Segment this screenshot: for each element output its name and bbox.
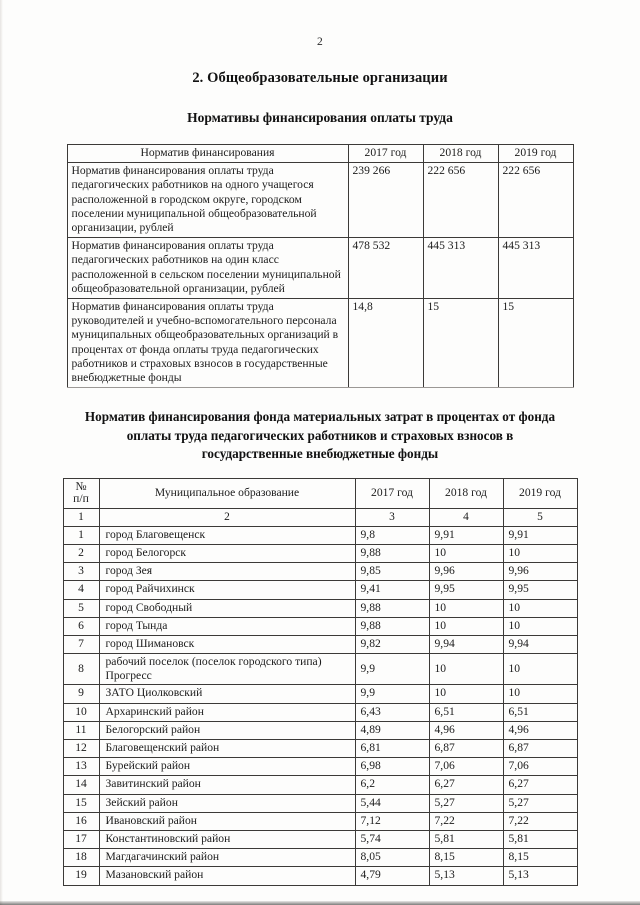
page-subtitle: Нормативы финансирования оплаты труда <box>187 110 453 125</box>
municipality-name-cell: Ивановский район <box>99 812 355 830</box>
norm-label-cell: Норматив финансирования оплаты труда руководителей и учебно-вспомогательного персонала муниципальных общеобразовательных организаций в процентах от фонда оплаты труда педагогических работников и страховых взносов в государственные внебюджетные фонды <box>67 299 348 388</box>
table-row <box>63 526 577 544</box>
municipalities-header-no-line2: п/п <box>73 492 89 506</box>
value-2018-cell: 9,95 <box>429 581 503 599</box>
municipality-name-cell: Зейский район <box>99 794 355 812</box>
table-row <box>63 794 577 812</box>
row-number-cell: 5 <box>63 599 99 617</box>
value-2018-cell: 7,06 <box>429 758 503 776</box>
value-2019-cell: 4,96 <box>503 721 577 739</box>
table-row <box>63 849 577 867</box>
norm-2018-cell: 222 656 <box>423 163 498 238</box>
row-number-cell: 19 <box>63 867 99 885</box>
row-number-cell: 12 <box>63 739 99 757</box>
table-row <box>63 617 577 635</box>
row-number-cell: 9 <box>63 685 99 703</box>
table-row <box>67 163 573 238</box>
table-row <box>63 776 577 794</box>
value-2018-cell: 6,27 <box>429 776 503 794</box>
table-row <box>63 581 577 599</box>
municipality-name-cell: город Райчихинск <box>99 581 355 599</box>
municipalities-header-name: Муниципальное образование <box>99 478 355 508</box>
table-row <box>63 739 577 757</box>
value-2017-cell: 6,98 <box>355 758 429 776</box>
table-row <box>63 831 577 849</box>
norm-2019-cell: 15 <box>498 299 573 388</box>
municipalities-header-2019: 2019 год <box>503 478 577 508</box>
norms-table-head <box>67 145 573 163</box>
value-2017-cell: 4,79 <box>355 867 429 885</box>
norm-2019-cell: 222 656 <box>498 163 573 238</box>
value-2018-cell: 10 <box>429 685 503 703</box>
table-row <box>63 721 577 739</box>
value-2018-cell: 5,81 <box>429 831 503 849</box>
value-2018-cell: 4,96 <box>429 721 503 739</box>
row-number-cell: 14 <box>63 776 99 794</box>
municipalities-table <box>63 478 578 886</box>
row-number-cell: 17 <box>63 831 99 849</box>
municipalities-table-container <box>0 464 640 886</box>
value-2017-cell: 5,74 <box>355 831 429 849</box>
norms-table-body <box>67 163 573 388</box>
value-2019-cell: 10 <box>503 617 577 635</box>
row-number-cell: 11 <box>63 721 99 739</box>
row-number-cell: 10 <box>63 703 99 721</box>
municipality-name-cell: город Белогорск <box>99 544 355 562</box>
value-2018-cell: 10 <box>429 654 503 685</box>
norm-label-cell: Норматив финансирования оплаты труда педагогических работников на одного учащегося расположенной в городском округе, городском поселении муниципальной общеобразовательной организации, рублей <box>67 163 348 238</box>
table-row <box>63 867 577 885</box>
value-2019-cell: 6,51 <box>503 703 577 721</box>
municipality-name-cell: Магдагачинский район <box>99 849 355 867</box>
municipality-name-cell: город Свободный <box>99 599 355 617</box>
value-2019-cell: 7,22 <box>503 812 577 830</box>
value-2017-cell: 9,9 <box>355 685 429 703</box>
table-row <box>63 812 577 830</box>
value-2018-cell: 9,96 <box>429 563 503 581</box>
value-2018-cell: 6,87 <box>429 739 503 757</box>
table-row <box>63 703 577 721</box>
row-number-cell: 8 <box>63 654 99 685</box>
norms-header-label: Норматив финансирования <box>67 145 348 163</box>
value-2019-cell: 6,87 <box>503 739 577 757</box>
value-2019-cell: 6,27 <box>503 776 577 794</box>
row-number-cell: 18 <box>63 849 99 867</box>
norms-table-container <box>0 126 640 388</box>
value-2019-cell: 9,95 <box>503 581 577 599</box>
norm-2018-cell: 15 <box>423 299 498 388</box>
value-2019-cell: 10 <box>503 599 577 617</box>
municipalities-header-no-line1: № <box>75 479 87 493</box>
value-2017-cell: 9,88 <box>355 617 429 635</box>
norm-2017-cell: 14,8 <box>348 299 423 388</box>
norm-2019-cell: 445 313 <box>498 238 573 299</box>
value-2018-cell: 10 <box>429 599 503 617</box>
value-2018-cell: 10 <box>429 544 503 562</box>
table-row <box>63 563 577 581</box>
row-number-cell: 13 <box>63 758 99 776</box>
page-number: 2 <box>316 36 324 48</box>
value-2018-cell: 7,22 <box>429 812 503 830</box>
row-number-cell: 16 <box>63 812 99 830</box>
column-number-3: 3 <box>355 508 429 526</box>
value-2018-cell: 8,15 <box>429 849 503 867</box>
municipality-name-cell: Бурейский район <box>99 758 355 776</box>
value-2017-cell: 9,88 <box>355 599 429 617</box>
norms-header-2018: 2018 год <box>423 145 498 163</box>
value-2019-cell: 10 <box>503 685 577 703</box>
municipality-name-cell: рабочий поселок (поселок городского типа) Прогресс <box>99 654 355 685</box>
municipalities-column-numbering-row <box>63 508 577 526</box>
value-2019-cell: 9,94 <box>503 635 577 653</box>
value-2019-cell: 5,13 <box>503 867 577 885</box>
table-row <box>63 599 577 617</box>
value-2017-cell: 6,2 <box>355 776 429 794</box>
value-2019-cell: 9,96 <box>503 563 577 581</box>
municipality-name-cell: Белогорский район <box>99 721 355 739</box>
value-2019-cell: 7,06 <box>503 758 577 776</box>
municipalities-header-2018: 2018 год <box>429 478 503 508</box>
municipality-name-cell: Благовещенский район <box>99 739 355 757</box>
municipalities-header-no <box>63 478 99 508</box>
norms-header-2017: 2017 год <box>348 145 423 163</box>
value-2017-cell: 6,43 <box>355 703 429 721</box>
table-row <box>63 758 577 776</box>
value-2018-cell: 9,91 <box>429 526 503 544</box>
municipalities-header-row <box>63 478 577 508</box>
row-number-cell: 6 <box>63 617 99 635</box>
value-2017-cell: 9,9 <box>355 654 429 685</box>
municipality-name-cell: город Благовещенск <box>99 526 355 544</box>
value-2017-cell: 9,82 <box>355 635 429 653</box>
table-row <box>63 544 577 562</box>
value-2019-cell: 9,91 <box>503 526 577 544</box>
municipality-name-cell: ЗАТО Циолковский <box>99 685 355 703</box>
table-row <box>63 635 577 653</box>
value-2019-cell: 5,27 <box>503 794 577 812</box>
value-2017-cell: 5,44 <box>355 794 429 812</box>
value-2017-cell: 9,88 <box>355 544 429 562</box>
municipality-name-cell: город Тында <box>99 617 355 635</box>
row-number-cell: 4 <box>63 581 99 599</box>
municipality-name-cell: Завитинский район <box>99 776 355 794</box>
value-2018-cell: 9,94 <box>429 635 503 653</box>
municipality-name-cell: город Зея <box>99 563 355 581</box>
spacer <box>0 388 640 406</box>
norms-table <box>67 144 574 388</box>
value-2018-cell: 5,27 <box>429 794 503 812</box>
column-number-4: 4 <box>429 508 503 526</box>
column-number-1: 1 <box>63 508 99 526</box>
row-number-cell: 2 <box>63 544 99 562</box>
municipalities-table-head <box>63 478 577 526</box>
value-2017-cell: 6,81 <box>355 739 429 757</box>
norm-2017-cell: 239 266 <box>348 163 423 238</box>
municipalities-header-2017: 2017 год <box>355 478 429 508</box>
value-2017-cell: 8,05 <box>355 849 429 867</box>
norm-2017-cell: 478 532 <box>348 238 423 299</box>
value-2019-cell: 10 <box>503 654 577 685</box>
scan-edge-bottom <box>0 901 640 905</box>
value-2018-cell: 10 <box>429 617 503 635</box>
section-title: Норматив финансирования фонда материальных затрат в процентах от фонда оплаты труда педагогических работников и страховых взносов в государственные внебюджетные фонды <box>84 409 556 462</box>
norm-label-cell: Норматив финансирования оплаты труда педагогических работников на один класс расположенной в сельском поселении муниципальной общеобразовательной организации, рублей <box>67 238 348 299</box>
value-2017-cell: 9,85 <box>355 563 429 581</box>
value-2017-cell: 4,89 <box>355 721 429 739</box>
column-number-5: 5 <box>503 508 577 526</box>
value-2018-cell: 5,13 <box>429 867 503 885</box>
table-row <box>67 238 573 299</box>
norms-header-row <box>67 145 573 163</box>
value-2017-cell: 9,8 <box>355 526 429 544</box>
page-title: 2. Общеобразовательные организации <box>192 70 448 86</box>
value-2017-cell: 9,41 <box>355 581 429 599</box>
row-number-cell: 1 <box>63 526 99 544</box>
column-number-2: 2 <box>99 508 355 526</box>
value-2019-cell: 10 <box>503 544 577 562</box>
value-2019-cell: 8,15 <box>503 849 577 867</box>
row-number-cell: 15 <box>63 794 99 812</box>
municipality-name-cell: Архаринский район <box>99 703 355 721</box>
table-row <box>63 654 577 685</box>
norm-2018-cell: 445 313 <box>423 238 498 299</box>
municipality-name-cell: Мазановский район <box>99 867 355 885</box>
row-number-cell: 7 <box>63 635 99 653</box>
value-2017-cell: 7,12 <box>355 812 429 830</box>
norms-header-2019: 2019 год <box>498 145 573 163</box>
table-row <box>63 685 577 703</box>
municipality-name-cell: Константиновский район <box>99 831 355 849</box>
row-number-cell: 3 <box>63 563 99 581</box>
municipality-name-cell: город Шимановск <box>99 635 355 653</box>
value-2019-cell: 5,81 <box>503 831 577 849</box>
value-2018-cell: 6,51 <box>429 703 503 721</box>
table-row <box>67 299 573 388</box>
municipalities-table-body <box>63 526 577 885</box>
